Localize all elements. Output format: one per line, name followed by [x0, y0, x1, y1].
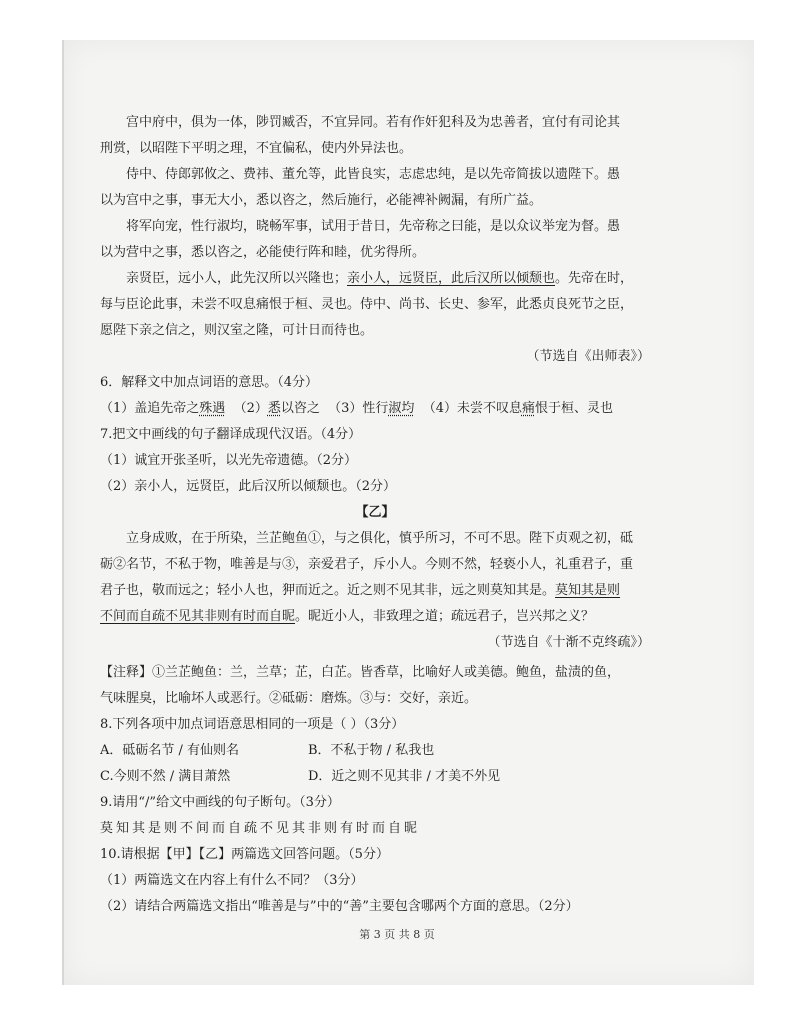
- passage-jia-line: 愿陛下亲之信之，则汉室之隆，可计日而待也。: [100, 323, 374, 338]
- q6-item-1-text: （1）盖追先帝之: [100, 401, 200, 416]
- passage-jia-text: 亲贤臣，远小人，此先汉所以兴隆也；: [126, 271, 348, 286]
- exam-content: [100, 110, 650, 920]
- question-9-sentence: 莫知其是则不间而自疏不见其非则有时而自昵: [100, 821, 421, 836]
- passage-yi-text: 。昵近小人，非致理之道；疏远君子，岂兴邦之义？: [295, 609, 595, 624]
- annotation-note: 【注释】①兰芷鲍鱼：兰，兰草；芷，白芷。皆香草，比喻好人或美德。鲍鱼，盐渍的鱼，: [100, 665, 621, 680]
- passage-jia-line: [100, 266, 650, 292]
- option-b: B．不私于物 / 私我也: [308, 743, 435, 758]
- question-8-options-row: [100, 738, 650, 764]
- q6-item-2-text: （2）: [233, 401, 268, 416]
- question-10-title: 10.请根据【甲】【乙】两篇选文回答问题。（5分）: [100, 847, 389, 862]
- q6-item-2-text-end: 以咨之: [280, 401, 320, 416]
- question-9-title: 9.请用“/”给文中画线的句子断句。（3分）: [100, 795, 340, 810]
- question-10-sub-2: （2）请结合两篇选文指出“唯善是与”中的“善”主要包含哪两个方面的意思。（2分）: [100, 899, 579, 914]
- passage-jia-line: 每与臣论此事，未尝不叹息痛恨于桓、灵也。侍中、尚书、长史、参军，此悉贞良死节之臣，: [100, 297, 634, 312]
- passage-jia-text: 。先帝在时，: [555, 271, 634, 286]
- option-d: D．近之则不见其非 / 才美不外见: [308, 769, 501, 784]
- passage-yi-heading: 【乙】: [355, 505, 395, 520]
- q6-item-3-text: （3）性行: [328, 401, 389, 416]
- passage-yi-text: 君子也，敬而远之；轻小人也，狎而近之。近之则不见其非，远之则莫知其是。: [100, 583, 556, 598]
- q6-item-4-text-end: 恨于桓、灵也: [535, 401, 614, 416]
- q6-item-4-dotted-word: 痛: [521, 401, 535, 416]
- question-7-title: 7.把文中画线的句子翻译成现代汉语。（4分）: [100, 427, 362, 442]
- passage-jia-line: 将军向宠，性行淑均，晓畅军事，试用于昔日，先帝称之曰能，是以众议举宠为督。愚: [126, 219, 621, 234]
- passage-yi-line: [100, 604, 650, 630]
- passage-jia-line: 侍中、侍郎郭攸之、费祎、董允等，此皆良实，志虑忠纯，是以先帝简拔以遗陛下。愚: [126, 167, 621, 182]
- passage-yi-line: 砺②名节，不私于物，唯善是与③，亲爱君子，斥小人。今则不然，轻亵小人，礼重君子，重: [100, 557, 634, 572]
- q6-item-2-dotted-word: 悉: [267, 401, 281, 416]
- q6-item-1-dotted-word: 殊遇: [199, 401, 226, 416]
- passage-jia-line: 以为宫中之事，事无大小，悉以咨之，然后施行，必能裨补阙漏，有所广益。: [100, 193, 543, 208]
- passage-yi-line: 立身成败，在于所染，兰芷鲍鱼①，与之俱化，慎乎所习，不可不思。陛下贞观之初，砥: [126, 531, 634, 546]
- underlined-sentence: 亲小人，远贤臣，此后汉所以倾颓也: [347, 271, 556, 286]
- option-c: C.今则不然 / 满目萧然: [100, 769, 231, 784]
- underlined-sentence: 莫知其是则: [555, 583, 621, 598]
- question-7-sub-1: （1）诚宜开张圣听，以光先帝遗德。（2分）: [100, 453, 358, 468]
- passage-jia-line: 刑赏，以昭陛下平明之理，不宜偏私，使内外异法也。: [100, 141, 413, 156]
- question-6-title: 6．解释文中加点词语的意思。（4分）: [100, 375, 319, 390]
- question-8-title: 8.下列各项中加点词语意思相同的一项是（ ）（3分）: [100, 717, 405, 732]
- passage-jia-line: 宫中府中，俱为一体，陟罚臧否，不宜异同。若有作奸犯科及为忠善者，宜付有司论其: [126, 115, 621, 130]
- source-citation: （节选自《十渐不克终疏》）: [487, 635, 650, 650]
- annotation-note: 气味腥臭，比喻坏人或恶行。②砥砺：磨炼。③与：交好，亲近。: [100, 691, 478, 706]
- question-8-options-row: [100, 764, 650, 790]
- page-number-footer: 第 3 页 共 8 页: [359, 928, 435, 941]
- option-a: A．砥砺名节 / 有仙则名: [100, 743, 240, 758]
- question-7-sub-2: （2）亲小人，远贤臣，此后汉所以倾颓也。（2分）: [100, 479, 397, 494]
- passage-yi-line: [100, 578, 650, 604]
- q6-item-3-dotted-word: 淑均: [388, 401, 415, 416]
- passage-jia-line: 以为营中之事，悉以咨之，必能使行阵和睦，优劣得所。: [100, 245, 426, 260]
- underlined-sentence: 不间而自疏不见其非则有时而自昵: [100, 609, 296, 624]
- question-10-sub-1: （1）两篇选文在内容上有什么不同？（3分）: [100, 873, 364, 888]
- q6-item-4-text: （4）未尝不叹息: [422, 401, 522, 416]
- source-citation: （节选自《出师表》）: [526, 349, 650, 364]
- question-6-items: [100, 396, 650, 422]
